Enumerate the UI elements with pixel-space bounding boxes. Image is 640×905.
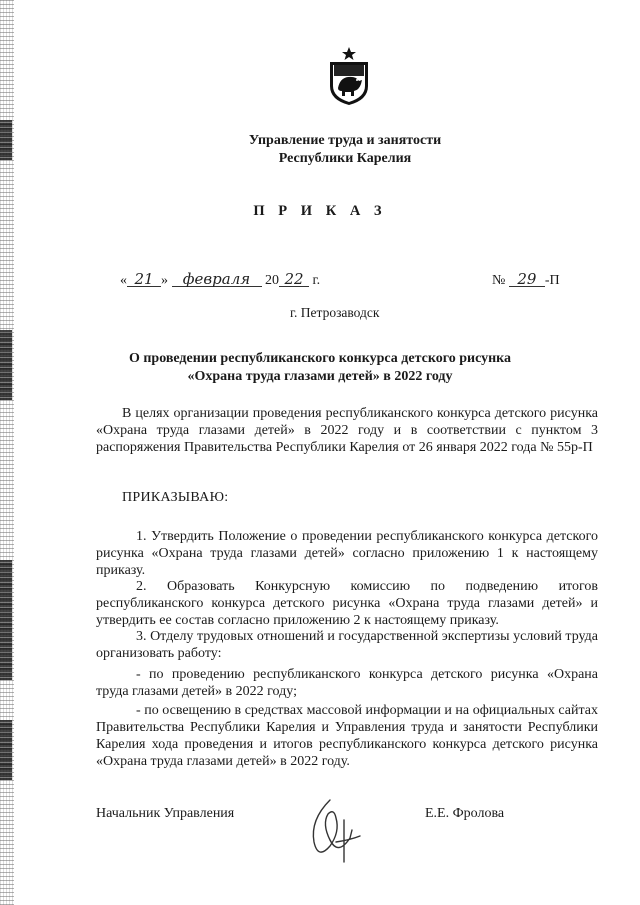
intro-paragraph: В целях организации проведения республиканского конкурса детского рисунка «Охрана труда глазами детей» в 2022 году и в соответствии с пунктом 3 распоряжения Правительства Республики Карелия от 26 января 2022 года № 55р-П [96, 406, 598, 455]
number-value: 29 [509, 272, 545, 287]
order-subject: О проведении республиканского конкурса детского рисунка «Охрана труда глазами детей» в 2022 году [128, 351, 512, 384]
scan-edge-artifact [0, 330, 12, 400]
order-item-3a: - по проведению республиканского конкурса детского рисунка «Охрана труда глазами детей» в 2022 году; [96, 667, 598, 699]
order-number [492, 272, 560, 289]
date-year-unit: г. [312, 273, 321, 288]
date-close-quote: » [161, 273, 168, 288]
number-suffix: -П [544, 273, 560, 288]
order-directive: ПРИКАЗЫВАЮ: [122, 490, 229, 505]
order-item-3b: - по освещению в средствах массовой информации и на официальных сайтах Правительства Республики Карелия и Управления труда и занятости Республики Карелия хода проведения и итогов республиканского конкурса детского рисунка «Охрана труда глазами детей» в 2022 году. [96, 703, 598, 769]
order-item-3: 3. Отделу трудовых отношений и государственной экспертизы условий труда организовать работу: [96, 629, 598, 661]
order-date [120, 272, 320, 289]
agency-line-1: Управление труда и занятости [248, 133, 442, 148]
order-item-1: 1. Утвердить Положение о проведении республиканского конкурса детского рисунка «Охрана труда глазами детей» согласно приложению 1 к настоящему приказу. [96, 529, 598, 578]
signatory-title: Начальник Управления [96, 806, 235, 821]
agency-line-2: Республики Карелия [278, 151, 412, 166]
karelia-coat-of-arms-icon [326, 46, 372, 106]
signatory-name: Е.Е. Фролова [425, 806, 505, 821]
date-year-suffix: 22 [279, 272, 309, 287]
date-month: февраля [172, 272, 262, 287]
agency-name [200, 132, 490, 168]
date-open-quote: « [120, 273, 127, 288]
city-name: г. Петрозаводск [290, 305, 380, 320]
order-item-2: 2. Образовать Конкурсную комиссию по подведению итогов республиканского конкурса детского рисунка «Охрана труда глазами детей» и утвердить ее состав согласно приложению 2 к настоящему приказу. [96, 579, 598, 628]
scan-edge-artifact [0, 720, 12, 780]
date-day: 21 [127, 272, 161, 287]
document-type-title: П Р И К А З [253, 203, 387, 219]
date-year-prefix: 20 [265, 273, 279, 288]
handwritten-signature [300, 790, 370, 870]
scan-edge-artifact [0, 560, 12, 680]
scan-edge-artifact [0, 120, 12, 160]
number-sign: № [492, 273, 506, 288]
